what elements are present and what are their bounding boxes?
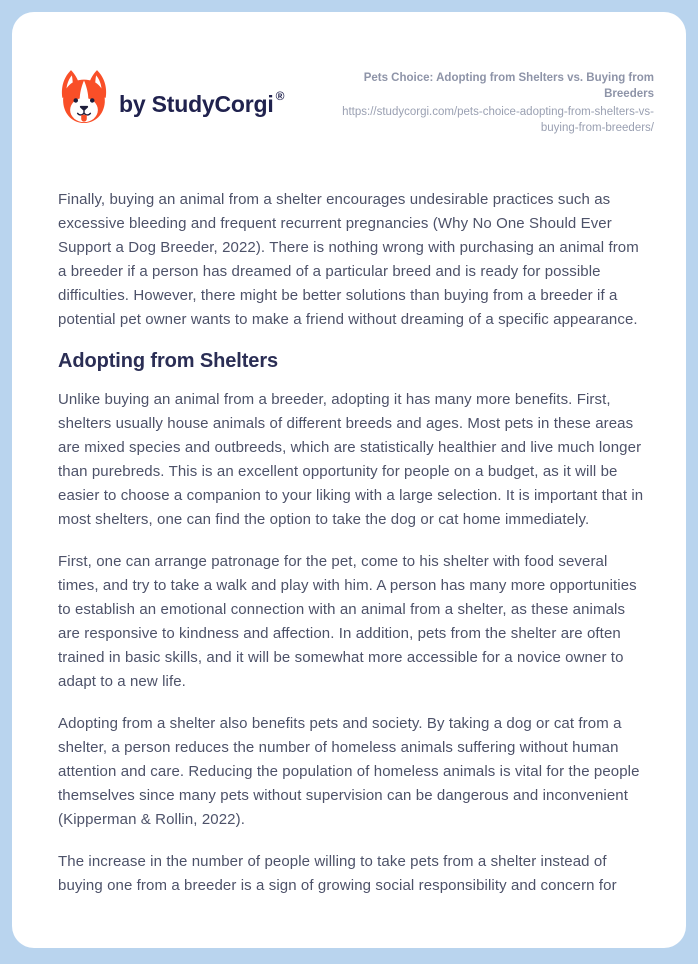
document-meta (318, 66, 654, 136)
brand (58, 66, 285, 128)
brand-name-text: by StudyCorgi (119, 90, 274, 117)
article-paragraph: Unlike buying an animal from a breeder, adopting it has many more benefits. First, shelters usually house animals of different breeds and ages. Most pets in these areas are mixed species and outbreeds, which are statistically healthier and live much longer than purebreds. This is an excellent opportunity for people on a budget, as it will be easier to choose a companion to your liking with a large selection. It is important that in most shelters, one can find the option to take the dog or cat home immediately. (58, 391, 644, 528)
registered-trademark-symbol: ® (275, 88, 285, 103)
document-header (58, 66, 654, 136)
corgi-logo-icon (58, 66, 110, 128)
article-body (58, 188, 654, 898)
document-title: Pets Choice: Adopting from Shelters vs. Buying from Breeders (363, 72, 654, 100)
article-paragraph: First, one can arrange patronage for the pet, come to his shelter with food several times, and try to take a walk and play with him. A person has many more opportunities to establish an emotional connection with an animal from a shelter, as these animals are responsive to kindness and affection. In addition, pets from the shelter are often trained in basic skills, and it will be somewhat more accessible for a novice owner to adapt to a new life. (58, 553, 637, 690)
document-url-link[interactable]: https://studycorgi.com/pets-choice-adopting-from-shelters-vs-buying-from-breeders/ (342, 106, 654, 134)
brand-name (119, 79, 285, 117)
document-card (12, 12, 686, 948)
article-paragraph: Adopting from a shelter also benefits pets and society. By taking a dog or cat from a shelter, a person reduces the number of homeless animals suffering without human attention and care. Reducing the population of homeless animals is vital for the people themselves since many pets without supervision can be dangerous and inconvenient (Kipperman & Rollin, 2022). (58, 715, 640, 828)
section-heading: Adopting from Shelters (58, 350, 279, 372)
article-paragraph: The increase in the number of people willing to take pets from a shelter instead of buying one from a breeder is a sign of growing social responsibility and concern for (58, 853, 617, 894)
article-paragraph: Finally, buying an animal from a shelter encourages undesirable practices such as excessive bleeding and frequent recurrent pregnancies (Why No One Should Ever Support a Dog Breeder, 2022). There is nothing wrong with purchasing an animal from a breeder if a person has dreamed of a particular breed and is ready for possible difficulties. However, there might be better solutions than buying from a breeder if a potential pet owner wants to make a friend without dreaming of a specific appearance. (58, 191, 639, 328)
